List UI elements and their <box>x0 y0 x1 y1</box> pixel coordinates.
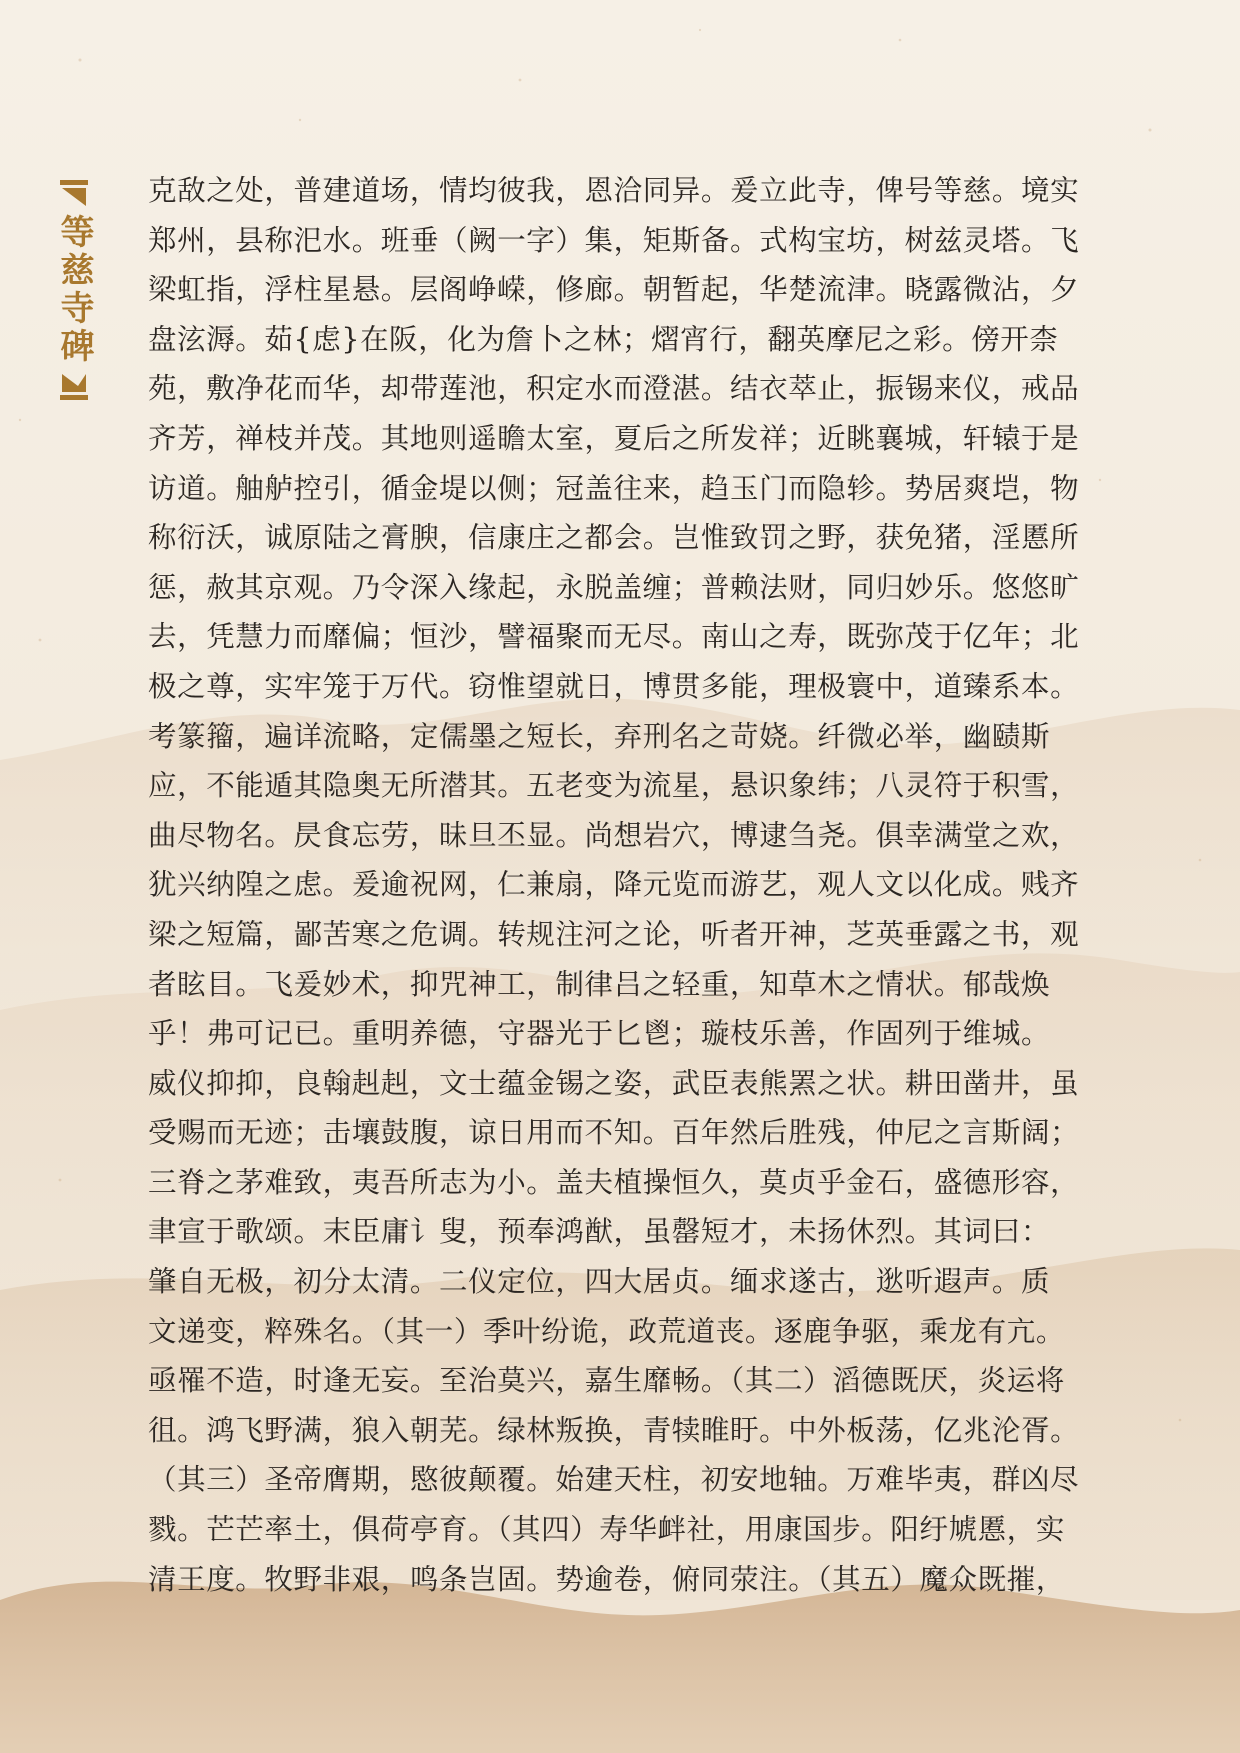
page-title: 等慈寺碑 <box>54 214 94 366</box>
text-line: 惩，赦其京观。乃令深入缘起，永脱盖缠；普赖法财，同归妙乐。悠悠旷 <box>148 570 1080 604</box>
text-line: 极之尊，实牢笼于万代。窃惟望就日，博贯多能，理极寰中，道臻系本。 <box>148 669 1080 703</box>
text-line: （其三）圣帝膺期，愍彼颠覆。始建天柱，初安地轴。万难毕夷，群凶尽 <box>148 1463 1080 1497</box>
text-line: 应，不能遁其隐奥无所潜其。五老变为流星，悬识象纬；八灵符于积雪， <box>148 769 1080 803</box>
text-line: 曲尽物名。昃食忘劳，昧旦丕显。尚想岩穴，博逮刍尧。俱幸满堂之欢， <box>148 818 1080 852</box>
text-line: 考篆籀，遍详流略，定儒墨之短长，弃刑名之苛娆。纤微必举，幽赜斯 <box>148 719 1051 753</box>
text-line: 犹兴纳隍之虑。爰逾祝网，仁兼扇，降元览而游艺，观人文以化成。贱齐 <box>148 868 1080 902</box>
text-line: 去，凭慧力而靡偏；恒沙，譬福聚而无尽。南山之寿，既弥茂于亿年；北 <box>148 620 1080 654</box>
text-line: 肇自无极，初分太清。二仪定位，四大居贞。缅求遂古，逖听遐声。质 <box>148 1265 1051 1299</box>
text-line: 齐芳，禅枝并茂。其地则遥瞻太室，夏后之所发祥；近眺襄城，轩辕于是 <box>148 421 1080 455</box>
side-title <box>56 178 92 402</box>
text-line: 克敌之处，普建道场，情均彼我，恩洽同异。爰立此寺，俾号等慈。境实 <box>148 174 1080 207</box>
text-line: 徂。鸿飞野满，狼入朝芜。绿林叛换，青犊睢盱。中外板荡，亿兆沦胥。 <box>148 1413 1080 1447</box>
text-line: 盘泫溽。茹{虑}在阪，化为詹卜之林；熠宵行，翻英摩尼之彩。傍开柰 <box>148 322 1059 356</box>
text-line: 梁虹指，浮柱星悬。层阁峥嵘，修廊。朝暂起，华楚流津。晓露微沾，夕 <box>148 273 1080 307</box>
bracket-bottom-icon <box>58 372 90 402</box>
text-line: 清王度。牧野非艰，鸣条岂固。势逾卷，俯同荥注。（其五）魔众既摧， <box>148 1562 1065 1596</box>
text-line: 亟罹不造，时逢无妄。至治莫兴，嘉生靡畅。（其二）滔德既厌，炎运将 <box>148 1364 1065 1398</box>
text-line: 威仪抑抑，良翰赳赳，文士蕴金锡之姿，武臣表熊罴之状。耕田凿井，虽 <box>148 1066 1080 1100</box>
text-line: 戮。芒芒率土，俱荷亭育。（其四）寿华衅社，用康国步。阳纡虓慝，实 <box>148 1513 1065 1547</box>
text-line: 梁之短篇，鄙苦寒之危调。转规注河之论，听者开神，芝英垂露之书，观 <box>148 917 1080 951</box>
text-line: 郑州，县称汜水。班垂（阙一字）集，矩斯备。式构宝坊，树兹灵塔。飞 <box>148 223 1080 257</box>
text-line: 访道。舳舻控引，循金堤以侧；冠盖往来，趋玉门而隐轸。势居爽垲，物 <box>148 471 1080 505</box>
text-line: 聿宣于歌颂。末臣庸讠叟，预奉鸿猷，虽罄短才，未扬休烈。其词曰： <box>148 1215 1051 1249</box>
text-body <box>148 166 1124 1604</box>
text-line: 三脊之茅难致，夷吾所志为小。盖夫植操恒久，莫贞乎金石，盛德形容， <box>148 1165 1080 1199</box>
text-line: 文递变，粹殊名。（其一）季叶纷诡，政荒道丧。逐鹿争驱，乘龙有亢。 <box>148 1314 1065 1348</box>
bracket-top-icon <box>58 178 90 208</box>
text-line: 者眩目。飞爰妙术，抑咒神工，制律吕之轻重，知草木之情状。郁哉焕 <box>148 967 1051 1001</box>
text-line: 苑，敷净花而华，却带莲池，积定水而澄湛。结衣萃止，振锡来仪，戒品 <box>148 372 1080 406</box>
text-line: 称衍沃，诚原陆之膏腴，信康庄之都会。岂惟致罚之野，获免猪，淫慝所 <box>148 521 1080 555</box>
text-line: 受赐而无迹；击壤鼓腹，谅日用而不知。百年然后胜残，仲尼之言斯阔； <box>148 1116 1080 1150</box>
text-line: 乎！弗可记已。重明养德，守器光于匕鬯；璇枝乐善，作固列于维城。 <box>148 1017 1051 1051</box>
